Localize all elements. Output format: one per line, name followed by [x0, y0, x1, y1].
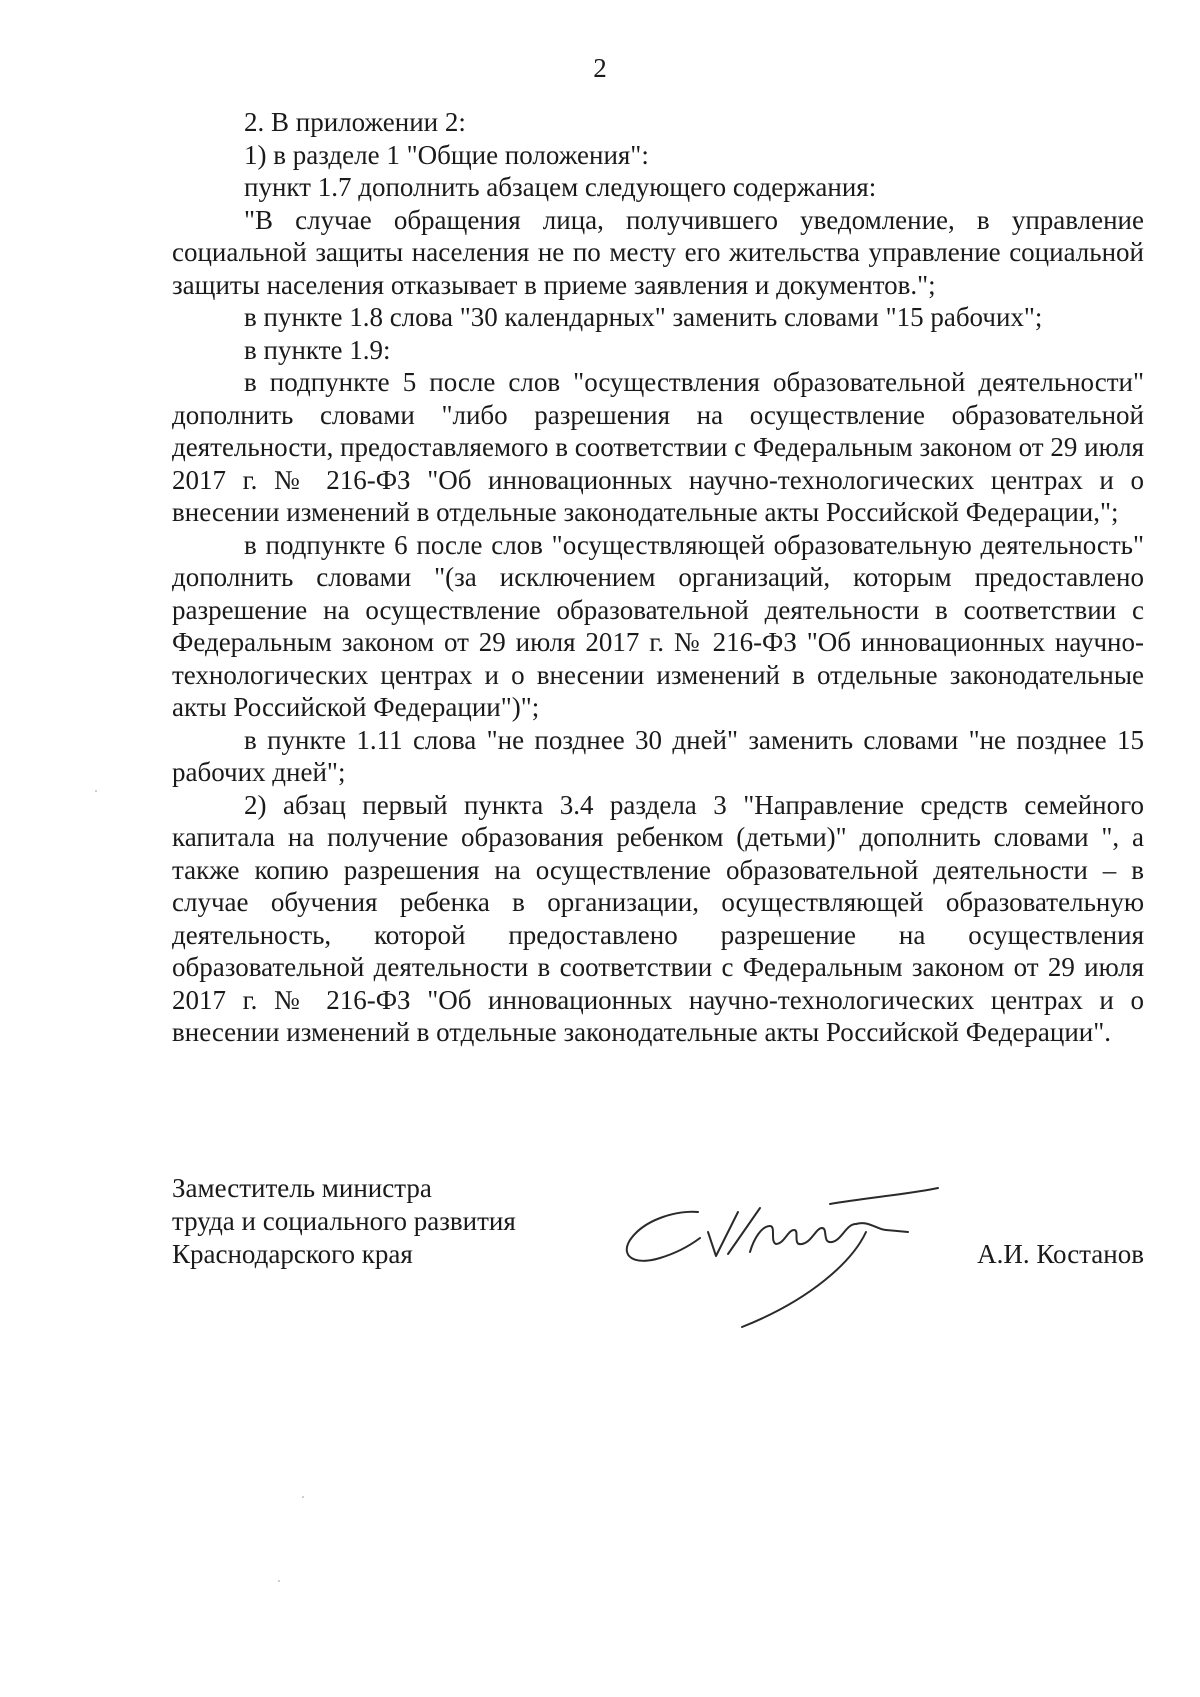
document-body	[172, 106, 1144, 1049]
paragraph-item-1-7-quote: "В случае обращения лица, получившего уведомление, в управление социальной защиты населения не по месту его жительства управление социальной защиты населения отказывает в приеме заявления и документов.";	[172, 204, 1144, 300]
paragraph-item-1-11: в пункте 1.11 слова "не позднее 30 дней" заменить словами "не позднее 15 рабочих дней";	[172, 724, 1144, 787]
page-number: 2	[593, 53, 607, 83]
paragraph-item-1-8: в пункте 1.8 слова "30 календарных" заменить словами "15 рабочих";	[244, 302, 1043, 332]
paragraph-subitem-6: в подпункте 6 после слов "осуществляющей образовательную деятельность" дополнить словами "(за исключением организаций, которым предоставлено разрешение на осуществление образовательной деятельности в соответствии с Федеральным законом от 29 июля 2017 г. № 216-ФЗ "Об инновационных научно-технологических центрах и о внесении изменений в отдельные законодательные акты Российской Федерации")";	[172, 529, 1144, 722]
paragraph-section-1-heading: 1) в разделе 1 "Общие положения":	[244, 139, 649, 170]
scan-speck	[95, 790, 97, 792]
signer-position	[172, 1172, 516, 1271]
scan-speck	[302, 1496, 304, 1498]
paragraph-item-3-4: 2) абзац первый пункта 3.4 раздела 3 "Направление средств семейного капитала на получение образования ребенком (детьми)" дополнить словами ", а также копию разрешения на осуществление образовательной деятельности – в случае обучения ребенка в организации, осуществляющей образовательную деятельность, которой предоставлено разрешение на осуществления образовательной деятельности в соответствии с Федеральным законом от 29 июля 2017 г. № 216-ФЗ "Об инновационных научно-технологических центрах и о внесении изменений в отдельные законодательные акты Российской Федерации".	[172, 789, 1144, 1047]
paragraph-annex-2-heading: 2. В приложении 2:	[244, 107, 466, 137]
signer-position-line: труда и социального развития	[172, 1206, 516, 1236]
signer-position-line: Краснодарского края	[172, 1239, 413, 1269]
paragraph-subitem-5: в подпункте 5 после слов "осуществления образовательной деятельности" дополнить словами "либо разрешения на осуществление образовательной деятельности, предоставляемого в соответствии с Федеральным законом от 29 июля 2017 г. № 216-ФЗ "Об инновационных научно-технологических центрах и о внесении изменений в отдельные законодательные акты Российской Федерации,";	[172, 367, 1144, 527]
signer-name: А.И. Костанов	[977, 1239, 1144, 1269]
signature-block	[172, 1172, 1144, 1332]
paragraph-item-1-9-heading: в пункте 1.9:	[244, 334, 391, 365]
signer-position-line: Заместитель министра	[172, 1173, 432, 1203]
scan-speck	[278, 1580, 280, 1582]
handwritten-signature	[620, 1182, 940, 1332]
paragraph-item-1-7-intro: пункт 1.7 дополнить абзацем следующего содержания:	[244, 172, 877, 202]
